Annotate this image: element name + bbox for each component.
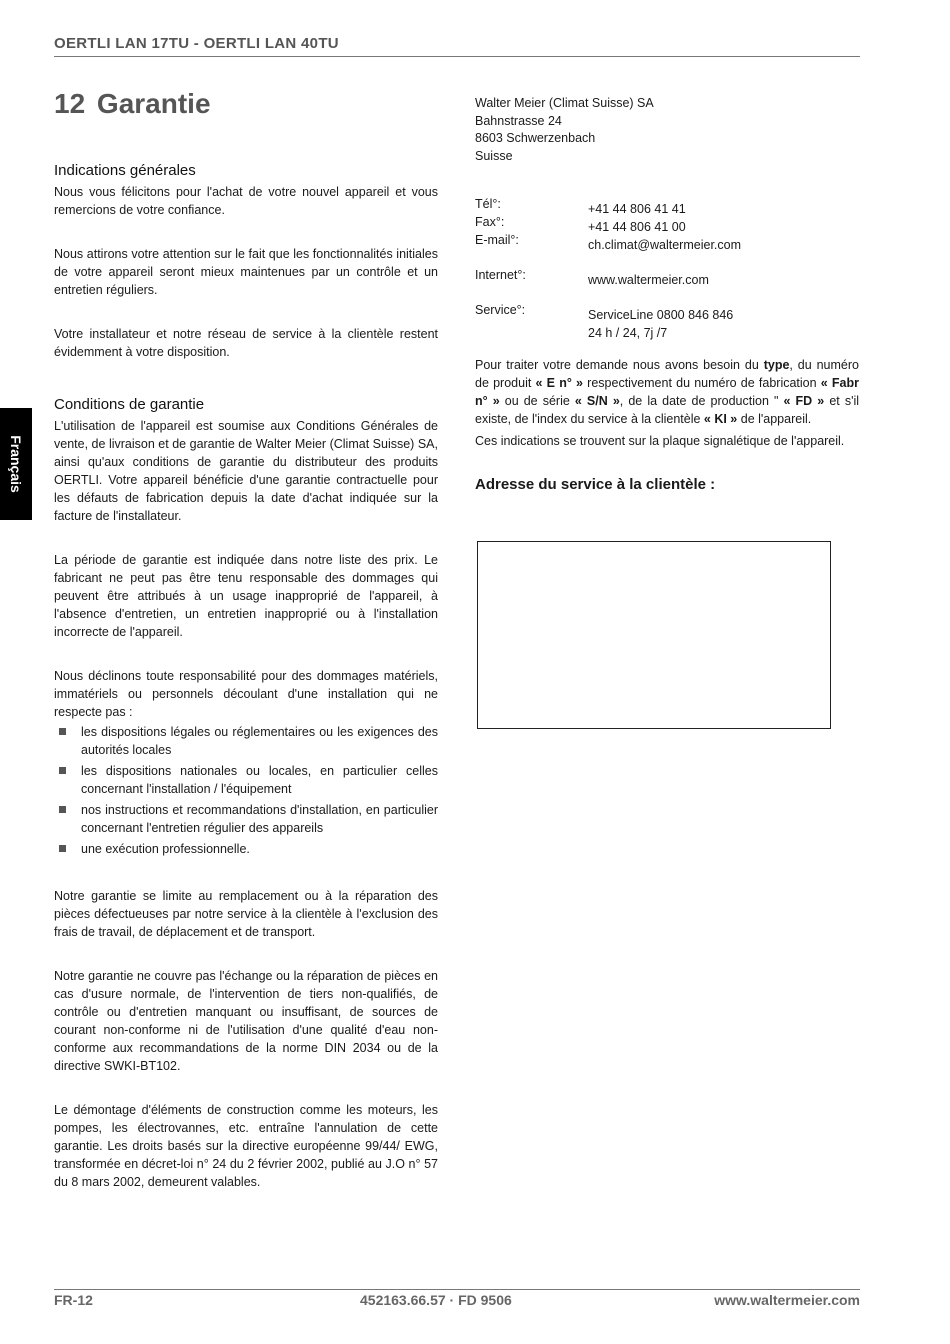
- page-number: FR-12: [54, 1292, 93, 1308]
- contact-details: [475, 197, 859, 342]
- paragraph: Votre installateur et notre réseau de service à la clientèle restent évidemment à votre disposition.: [54, 327, 438, 359]
- paragraph: La période de garantie est indiquée dans notre liste des prix. Le fabricant ne peut pas être tenu responsable des dommages qui peuvent être attribués à un usage inapproprié de l'appareil, à l'absence d'entretien, un entretien inapproprié ou à l'installation incorrecte de l'appareil.: [54, 553, 438, 639]
- service-address-box: [477, 541, 831, 729]
- bullet-square-icon: [59, 845, 66, 852]
- contact-row-service: Service°: ServiceLine 0800 846 846 24 h / 24, 7j /7: [475, 303, 734, 340]
- header-rule: [54, 56, 860, 57]
- contact-row-fax: Fax°: +41 44 806 41 00: [475, 215, 686, 234]
- plate-paragraph: Ces indications se trouvent sur la plaque signalétique de l'appareil.: [475, 434, 845, 448]
- bullet-square-icon: [59, 806, 66, 813]
- paragraph: Nous attirons votre attention sur le fait que les fonctionnalités initiales de votre appareil seront mieux maintenues par un contrôle et un entretien réguliers.: [54, 247, 438, 297]
- list-item: les dispositions nationales ou locales, en particulier celles concernant l'installation / l'équipement: [54, 762, 438, 798]
- list-item: une exécution professionnelle.: [54, 840, 438, 858]
- service-address-title: Adresse du service à la clientèle :: [475, 476, 716, 493]
- language-tab-label: Français: [8, 435, 24, 493]
- contact-row-tel: Tél°: +41 44 806 41 41: [475, 197, 686, 216]
- bullet-square-icon: [59, 728, 66, 735]
- paragraph: Notre garantie se limite au remplacement ou à la réparation des pièces défectueuses par notre service à la clientèle à l'exclusion des frais de travail, de déplacement et de transport.: [54, 889, 438, 939]
- right-column: [475, 94, 859, 494]
- paragraph: Nous déclinons toute responsabilité pour des dommages matériels, immatériels ou personnels découlant d'une installation qui ne respecte pas :: [54, 669, 438, 719]
- document-code: 452163.66.57 · FD 9506: [360, 1292, 512, 1308]
- contact-row-email: E-mail°: ch.climat@waltermeier.com: [475, 233, 742, 252]
- section-heading-general: Indications générales: [54, 162, 196, 179]
- paragraph: Nous vous félicitons pour l'achat de votre nouvel appareil et vous remercions de votre confiance.: [54, 185, 438, 217]
- language-tab: [0, 408, 32, 520]
- paragraph: Le démontage d'éléments de construction comme les moteurs, les pompes, les électrovannes, etc. entraîne l'annulation de cette garantie. Les droits basés sur la directive européenne 99/44/ EWG, transformée en décret-loi n° 24 du 2 février 2002, publié au J.O n° 57 du 8 mars 2002, demeurent valables.: [54, 1103, 438, 1189]
- info-paragraph: Pour traiter votre demande nous avons besoin du type, du numéro de produit « E n° » respectivement du numéro de fabrication « Fabr n° » ou de série « S/N », de la date de production " « FD » et s'il existe, de l'index du service à la clientèle « KI » de l'appareil.: [475, 358, 860, 426]
- list-item: nos instructions et recommandations d'installation, en particulier concernant l'entretien régulier des appareils: [54, 801, 438, 837]
- exclusion-list: [54, 723, 438, 858]
- left-column: [54, 162, 438, 1191]
- section-heading-warranty: Conditions de garantie: [54, 396, 205, 413]
- chapter-title: 12 Garantie: [54, 88, 211, 119]
- company-address: Walter Meier (Climat Suisse) SA Bahnstrasse 24 8603 Schwerzenbach Suisse: [475, 96, 654, 163]
- footer-website-link[interactable]: www.waltermeier.com: [714, 1292, 860, 1308]
- contact-row-internet: Internet°: www.waltermeier.com: [475, 268, 709, 287]
- list-item: les dispositions légales ou réglementaires ou les exigences des autorités locales: [54, 723, 438, 759]
- bullet-square-icon: [59, 767, 66, 774]
- footer-rule: [54, 1289, 860, 1290]
- paragraph: L'utilisation de l'appareil est soumise aux Conditions Générales de vente, de livraison et de garantie de Walter Meier (Climat Suisse) SA, ainsi qu'aux conditions de garantie du distributeur des produits OERTLI. Votre appareil bénéficie d'une garantie contractuelle pour les défauts de fabrication depuis la date d'achat indiquée sur la facture de l'installateur.: [54, 419, 438, 523]
- paragraph: Notre garantie ne couvre pas l'échange ou la réparation de pièces en cas d'usure normale, de l'intervention de tiers non-qualifiés, de contrôle ou d'entretien manquant ou insuffisant, de sources de courant non-conforme ni de l'utilisation d'une qualité d'eau non-conforme aux recommandations de la norme DIN 2034 ou de la directive SWKI-BT102.: [54, 969, 438, 1073]
- header-title: OERTLI LAN 17TU - OERTLI LAN 40TU: [54, 35, 339, 52]
